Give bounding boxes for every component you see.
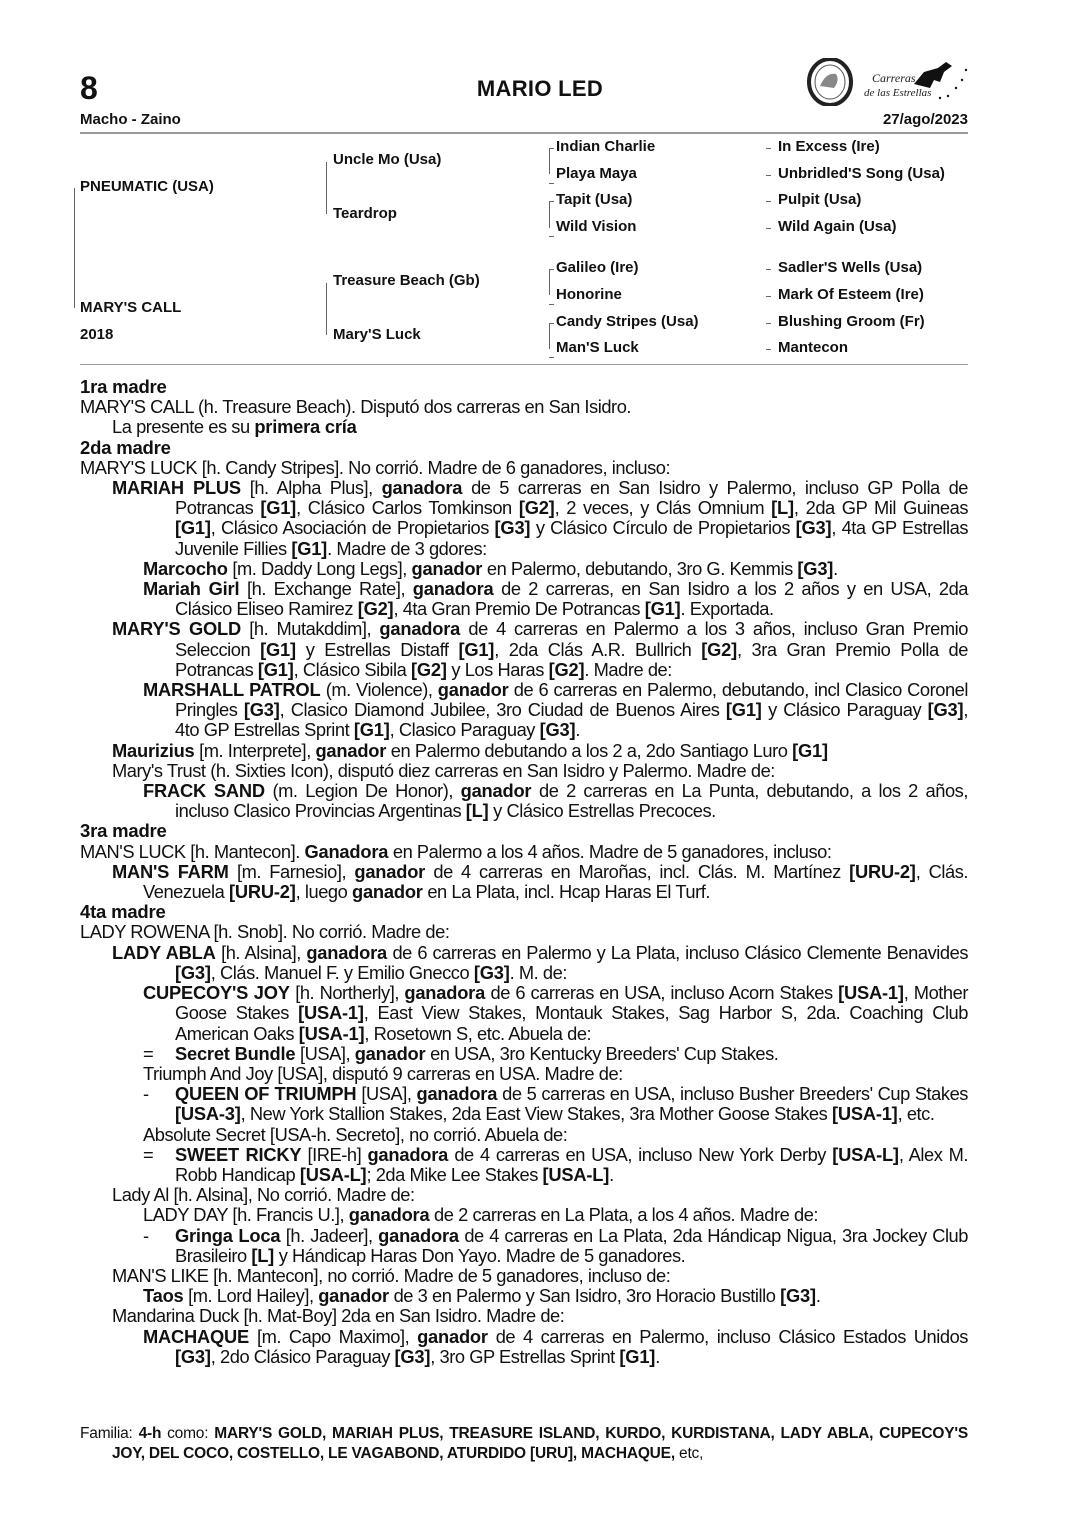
text-run: , 4ta Gran Premio De Potrancas — [393, 598, 645, 620]
text-run: etc, — [674, 1444, 704, 1462]
bold-run: Gringa Loca — [175, 1224, 281, 1246]
bracket — [549, 269, 550, 295]
bold-run: MARSHALL PATROL — [143, 679, 321, 701]
produce-entry — [80, 1306, 968, 1326]
text-run: [h. Exchange Rate], — [239, 578, 413, 600]
text-run: en Palermo a los 4 años. Madre de 5 ganadores, incluso: — [388, 840, 832, 862]
produce-entry — [80, 417, 968, 437]
pedigree-gen4: In Excess (Ire) — [778, 138, 880, 155]
text-run: Lady Al [h. Alsina], No corrió. Madre de: — [112, 1184, 415, 1206]
text-run: y Los Haras — [446, 658, 549, 680]
pedigree-gen4: Wild Again (Usa) — [778, 218, 897, 235]
text-run: , Rosetown S, etc. Abuela de: — [364, 1022, 592, 1044]
text-run: de 6 carreras en USA, incluso Acorn Stakes — [485, 982, 839, 1004]
bold-run: ganadora — [416, 1083, 498, 1105]
bold-run: Ganadora — [304, 840, 389, 862]
produce-entry — [80, 1125, 968, 1145]
bold-run: [G3] — [539, 719, 576, 741]
bold-run: [G3] — [795, 517, 832, 539]
bold-run: [G1] — [792, 739, 828, 761]
bold-run: [USA-1] — [838, 982, 904, 1004]
bold-run: [G1] — [644, 598, 681, 620]
event-logo — [806, 58, 972, 106]
text-run: , 2da GP Mil Guineas — [793, 497, 969, 519]
bold-run: CUPECOY'S JOY — [143, 982, 290, 1004]
bold-run: ganador — [437, 679, 509, 701]
bold-run: ganadora — [412, 578, 494, 600]
bold-run: [G3] — [175, 1345, 211, 1367]
text-run: de 4 carreras en La Plata, 2da Hándicap Nigua, 3ra Jockey Club Brasileiro — [175, 1224, 968, 1266]
text-run: , Clasico Diamond Jubilee, 3ro Ciudad de Buenos Aires — [279, 699, 726, 721]
text-run: MAN'S LUCK [h. Mantecon]. — [80, 840, 305, 862]
list-marker: = — [143, 1042, 154, 1064]
bold-run: [USA-1] — [298, 1002, 364, 1024]
pedigree-gen2: Mary'S Luck — [333, 326, 421, 343]
bold-run: ganador — [315, 739, 387, 761]
bold-run: [G1] — [257, 658, 294, 680]
bold-run: [G1] — [353, 719, 390, 741]
bold-run: [G1] — [260, 638, 296, 660]
bold-run: [G2] — [701, 638, 737, 660]
text-run: LADY DAY [h. Francis U.], — [143, 1204, 349, 1226]
bold-run: MACHAQUE — [143, 1325, 250, 1347]
pedigree-gen2: Teardrop — [333, 205, 397, 222]
text-run: [USA], — [295, 1042, 355, 1064]
text-run: . Madre de: — [584, 658, 672, 680]
bracket-tick — [549, 236, 554, 237]
pedigree-gen3: Galileo (Ire) — [556, 259, 639, 276]
bold-run: Secret Bundle — [175, 1042, 296, 1064]
list-marker: - — [143, 1083, 149, 1105]
text-run: . — [575, 719, 581, 741]
svg-text:de las Estrellas: de las Estrellas — [864, 87, 932, 99]
text-run: [h. Alpha Plus], — [240, 477, 382, 499]
bold-run: [G3] — [394, 1345, 431, 1367]
text-run: [m. Daddy Long Legs], — [227, 557, 412, 579]
text-run: MAN'S LIKE [h. Mantecon], no corrió. Madre de 5 ganadores, incluso de: — [112, 1264, 671, 1286]
dash — [766, 323, 771, 324]
text-run: (m. Legion De Honor), — [264, 780, 461, 802]
bold-run: [G3] — [797, 557, 834, 579]
bold-run: [G3] — [780, 1285, 816, 1307]
text-run: . — [815, 1285, 821, 1307]
text-run: , Clásico Sibila — [293, 658, 411, 680]
text-run: ; 2da Mike Lee Stakes — [366, 1163, 543, 1185]
produce-entry — [80, 862, 968, 902]
produce-entry — [80, 1266, 968, 1286]
text-run: [m. Capo Maximo], — [249, 1325, 418, 1347]
bold-run: [USA-L] — [299, 1163, 367, 1185]
bold-run: [G1] — [619, 1345, 656, 1367]
pedigree-gen2: Treasure Beach (Gb) — [333, 272, 480, 289]
produce-entry — [80, 579, 968, 619]
text-run: [m. Interprete], — [194, 739, 316, 761]
produce-entry — [80, 1286, 968, 1306]
produce-entry — [80, 1327, 968, 1367]
divider — [80, 364, 968, 365]
produce-entry — [80, 1226, 968, 1266]
text-run: . — [655, 1345, 660, 1367]
dash — [766, 349, 771, 350]
bold-run: Taos — [143, 1285, 184, 1307]
text-run: Mary's Trust (h. Sixties Icon), disputó diez carreras en San Isidro y Palermo. Madre de: — [112, 759, 775, 781]
pedigree-gen4: Sadler'S Wells (Usa) — [778, 259, 923, 276]
bold-run: [G2] — [357, 598, 394, 620]
bold-run: MARY'S GOLD, MARIAH PLUS, TREASURE ISLAND, KURDO, KURDISTANA, LADY ABLA, CUPECOY'S JOY, DEL COCO, COSTELLO, LE VAGABOND, ATURDIDO [URU], MACHAQUE, — [112, 1424, 969, 1462]
text-run: de 2 carreras en La Plata, a los 4 años. Madre de: — [429, 1204, 819, 1226]
dash — [766, 148, 771, 149]
bold-run: primera cría — [254, 416, 357, 438]
section-heading: 4ta madre — [80, 901, 166, 923]
bracket — [549, 323, 550, 349]
text-run: [h. Alsina], — [215, 941, 307, 963]
foaling-year: 2018 — [80, 326, 114, 343]
produce-entry — [80, 458, 968, 478]
produce-entry — [80, 983, 968, 1044]
text-run: , 4ta GP Estrellas Juvenile Fillies — [175, 517, 969, 559]
bracket-tick — [549, 183, 554, 184]
bold-run: FRACK SAND — [143, 780, 265, 802]
text-run: , 2 veces, y Clás Omnium — [554, 497, 772, 519]
produce-entry — [80, 1145, 968, 1185]
catalog-date: 27/ago/2023 — [882, 111, 968, 128]
text-run: . Exportada. — [680, 598, 774, 620]
bold-run: [G3] — [494, 517, 531, 539]
text-run: Absolute Secret [USA-h. Secreto], no corrió. Abuela de: — [143, 1123, 568, 1145]
bold-run: [USA-1] — [298, 1022, 365, 1044]
text-run: de 4 carreras en Maroñas, incl. Clás. M. Martínez — [425, 860, 850, 882]
dash — [766, 296, 771, 297]
dash — [766, 269, 771, 270]
text-run: (m. Violence), — [320, 679, 438, 701]
text-run: de 6 carreras en Palermo, debutando, incl Clasico Coronel Pringles — [175, 679, 968, 721]
list-marker: - — [143, 1224, 149, 1246]
text-run: , 4to GP Estrellas Sprint — [175, 699, 969, 741]
bold-run: ganador — [354, 1042, 426, 1064]
bold-run: [URU-2] — [849, 860, 916, 882]
text-run: , 2do Clásico Paraguay — [210, 1345, 395, 1367]
pedigree-gen3: Wild Vision — [556, 218, 637, 235]
text-run: y Estrellas Distaff — [295, 638, 459, 660]
produce-entry — [80, 397, 968, 417]
text-run: , etc. — [897, 1103, 935, 1125]
bold-run: ganadora — [306, 941, 387, 963]
bracket — [549, 148, 550, 174]
bracket-tick — [549, 357, 554, 358]
svg-text:Carreras: Carreras — [872, 71, 916, 85]
text-run: . Madre de 3 gdores: — [327, 537, 487, 559]
pedigree-gen3: Man'S Luck — [556, 339, 639, 356]
bold-run: [USA-3] — [175, 1103, 241, 1125]
text-run: de 4 carreras en Palermo, incluso Clásico Estados Unidos — [487, 1325, 968, 1347]
text-run: , Alex M. Robb Handicap — [175, 1143, 968, 1185]
bold-run: ganador — [354, 860, 426, 882]
bracket-tick — [549, 304, 554, 305]
bold-run: [G2] — [518, 497, 555, 519]
text-run: en Palermo, debutando, 3ro G. Kemmis — [482, 557, 798, 579]
pedigree-gen3: Tapit (Usa) — [556, 191, 633, 208]
text-run: MARY'S LUCK [h. Candy Stripes]. No corrió. Madre de 6 ganadores, incluso: — [80, 456, 671, 478]
section-heading: 1ra madre — [80, 376, 167, 397]
bracket — [549, 202, 550, 228]
text-run: , Clásico Asociación de Propietarios — [210, 517, 495, 539]
pedigree-gen4: Unbridled'S Song (Usa) — [778, 165, 945, 182]
produce-entry — [80, 943, 968, 983]
text-run: , Clás. Manuel F. y Emilio Gnecco — [210, 961, 474, 983]
text-run: MARY'S CALL (h. Treasure Beach). Disputó dos carreras en San Isidro. — [80, 396, 632, 418]
text-run: de 3 en Palermo y San Isidro, 3ro Horacio Bustillo — [388, 1285, 781, 1307]
bold-run: [L] — [771, 497, 794, 519]
sex-color: Macho - Zaino — [80, 111, 181, 128]
produce-entry — [80, 1044, 968, 1064]
bold-run: ganadora — [381, 477, 463, 499]
bold-run: MARY'S GOLD — [112, 618, 242, 640]
text-run: Mandarina Duck [h. Mat-Boy] 2da en San Isidro. Madre de: — [112, 1305, 565, 1327]
text-run: y Clásico Paraguay — [761, 699, 928, 721]
text-run: . M. de: — [509, 961, 567, 983]
bold-run: ganadora — [378, 1224, 459, 1246]
produce-entry — [80, 680, 968, 741]
bold-run: QUEEN OF TRIUMPH — [175, 1083, 357, 1105]
text-run: [m. Lord Hailey], — [183, 1285, 319, 1307]
text-run: y Clásico Círculo de Propietarios — [530, 517, 796, 539]
bold-run: MAN'S FARM — [112, 860, 229, 882]
produce-entry — [80, 1064, 968, 1084]
text-run: de 5 carreras en San Isidro y Palermo, incluso GP Polla de Potrancas — [175, 477, 969, 519]
bold-run: [L] — [465, 800, 489, 822]
pedigree-gen3: Honorine — [556, 286, 622, 303]
section-heading: 2da madre — [80, 436, 171, 458]
text-run: [USA], — [356, 1083, 417, 1105]
produce-entry — [80, 922, 968, 942]
text-run: , East View Stakes, Montauk Stakes, Sag Harbor S, 2da. Coaching Club American Oaks — [175, 1002, 968, 1044]
section-heading: 3ra madre — [80, 820, 167, 842]
bold-run: ganadora — [404, 982, 486, 1004]
text-run: , Mother Goose Stakes — [175, 982, 968, 1024]
bold-run: ganadora — [348, 1204, 430, 1226]
bold-run: 4-h — [138, 1424, 162, 1442]
text-run: y Hándicap Haras Don Yayo. Madre de 5 ganadores. — [274, 1244, 686, 1266]
bold-run: [G1] — [260, 497, 297, 519]
text-run: . — [833, 557, 838, 579]
pedigree-gen4: Pulpit (Usa) — [778, 191, 862, 208]
bold-run: SWEET RICKY — [175, 1143, 302, 1165]
bold-run: [USA-L] — [832, 1143, 899, 1165]
bold-run: [USA-L] — [542, 1163, 610, 1185]
text-run: como: — [161, 1424, 215, 1442]
text-run: . — [609, 1163, 614, 1185]
text-run: [IRE-h] — [301, 1143, 368, 1165]
produce-entry — [80, 478, 968, 559]
produce-entry — [80, 781, 968, 821]
text-run: [h. Jadeer], — [280, 1224, 379, 1246]
text-run: de 4 carreras en Palermo a los 3 años, incluso Gran Premio Seleccion — [175, 618, 968, 660]
bold-run: ganadora — [379, 618, 461, 640]
produce-entry — [80, 1185, 968, 1205]
produce-record — [80, 377, 968, 1367]
text-run: , Clásico Carlos Tomkinson — [296, 497, 519, 519]
text-run: , 3ra Gran Premio Polla de Potrancas — [175, 638, 968, 680]
bold-run: ganadora — [367, 1143, 449, 1165]
pedigree-dam: MARY'S CALL — [80, 299, 182, 316]
text-run: , 3ro GP Estrellas Sprint — [430, 1345, 620, 1367]
produce-entry — [80, 1205, 968, 1225]
bold-run: [URU-2] — [228, 881, 296, 903]
text-run: , 2da Clás A.R. Bullrich — [494, 638, 702, 660]
bold-run: MARIAH PLUS — [112, 477, 241, 499]
bracket — [74, 188, 75, 308]
text-run: de 2 carreras en La Punta, debutando, a los 2 años, incluso Clasico Provincias Argentinas — [175, 780, 968, 822]
text-run: Triumph And Joy [USA], disputó 9 carreras en USA. Madre de: — [143, 1062, 623, 1084]
family-note — [80, 1424, 968, 1464]
lot-number: 8 — [80, 70, 98, 106]
bold-run: ganador — [318, 1285, 389, 1307]
bold-run: ganador — [417, 1325, 488, 1347]
bold-run: [L] — [251, 1244, 275, 1266]
text-run: en Palermo debutando a los 2 a, 2do Santiago Luro — [386, 739, 793, 761]
bold-run: Mariah Girl — [143, 578, 240, 600]
produce-entry — [80, 741, 968, 761]
text-run: [h. Northerly], — [289, 982, 405, 1004]
bold-run: [G2] — [410, 658, 447, 680]
bracket — [326, 283, 327, 335]
divider — [80, 132, 968, 134]
text-run: en La Plata, incl. Hcap Haras El Turf. — [422, 881, 710, 903]
pedigree-gen2: Uncle Mo (Usa) — [333, 151, 442, 168]
bold-run: [USA-1] — [831, 1103, 898, 1125]
text-run: de 5 carreras en USA, incluso Busher Breeders' Cup Stakes — [497, 1083, 969, 1105]
bold-run: Marcocho — [143, 557, 228, 579]
bold-run: [G1] — [458, 638, 495, 660]
pedigree-gen3: Candy Stripes (Usa) — [556, 313, 699, 330]
pedigree-gen4: Mantecon — [778, 339, 849, 356]
pedigree-gen4: Blushing Groom (Fr) — [778, 313, 925, 330]
text-run: , New York Stallion Stakes, 2da East View Stakes, 3ra Mother Goose Stakes — [240, 1103, 832, 1125]
horse-name: MARIO LED — [476, 76, 604, 101]
text-run: de 6 carreras en Palermo y La Plata, incluso Clásico Clemente Benavides — [387, 941, 969, 963]
list-marker: = — [143, 1143, 154, 1165]
dash — [766, 175, 771, 176]
bold-run: [G2] — [548, 658, 585, 680]
bold-run: ganador — [411, 557, 483, 579]
pedigree-gen3: Indian Charlie — [556, 138, 656, 155]
bold-run: [G3] — [927, 699, 964, 721]
bold-run: [G3] — [243, 699, 280, 721]
text-run: , luego — [295, 881, 352, 903]
text-run: en USA, 3ro Kentucky Breeders' Cup Stakes. — [425, 1042, 779, 1064]
text-run: , Clasico Paraguay — [389, 719, 540, 741]
produce-entry — [80, 619, 968, 680]
bold-run: ganador — [460, 780, 532, 802]
bracket — [326, 162, 327, 214]
produce-entry — [80, 1084, 968, 1124]
text-run: LADY ROWENA [h. Snob]. No corrió. Madre de: — [80, 921, 450, 943]
text-run: de 2 carreras, en San Isidro a los 2 años y en USA, 2da Clásico Eliseo Ramirez — [175, 578, 969, 620]
produce-entry — [80, 761, 968, 781]
text-run: [m. Farnesio], — [228, 860, 355, 882]
text-run: , Clás. Venezuela — [143, 860, 969, 903]
text-run: y Clásico Estrellas Precoces. — [488, 800, 716, 822]
text-run: de 4 carreras en USA, incluso New York Derby — [448, 1143, 833, 1165]
pedigree-sire: PNEUMATIC (USA) — [80, 178, 214, 195]
bold-run: [G3] — [175, 961, 211, 983]
bold-run: LADY ABLA — [112, 941, 216, 963]
bold-run: [G1] — [175, 517, 211, 539]
text-run: La presente es su — [112, 416, 255, 438]
produce-entry — [80, 842, 968, 862]
bold-run: [G3] — [473, 961, 510, 983]
bold-run: Maurizius — [112, 739, 195, 761]
text-run: [h. Mutakddim], — [241, 618, 380, 640]
dash — [766, 228, 771, 229]
text-run: Familia: — [80, 1424, 139, 1442]
produce-entry — [80, 559, 968, 579]
dash — [766, 201, 771, 202]
pedigree-gen3: Playa Maya — [556, 165, 637, 182]
pedigree-gen4: Mark Of Esteem (Ire) — [778, 286, 924, 303]
bold-run: [G1] — [291, 537, 328, 559]
bold-run: [G1] — [725, 699, 762, 721]
bold-run: ganador — [351, 881, 423, 903]
